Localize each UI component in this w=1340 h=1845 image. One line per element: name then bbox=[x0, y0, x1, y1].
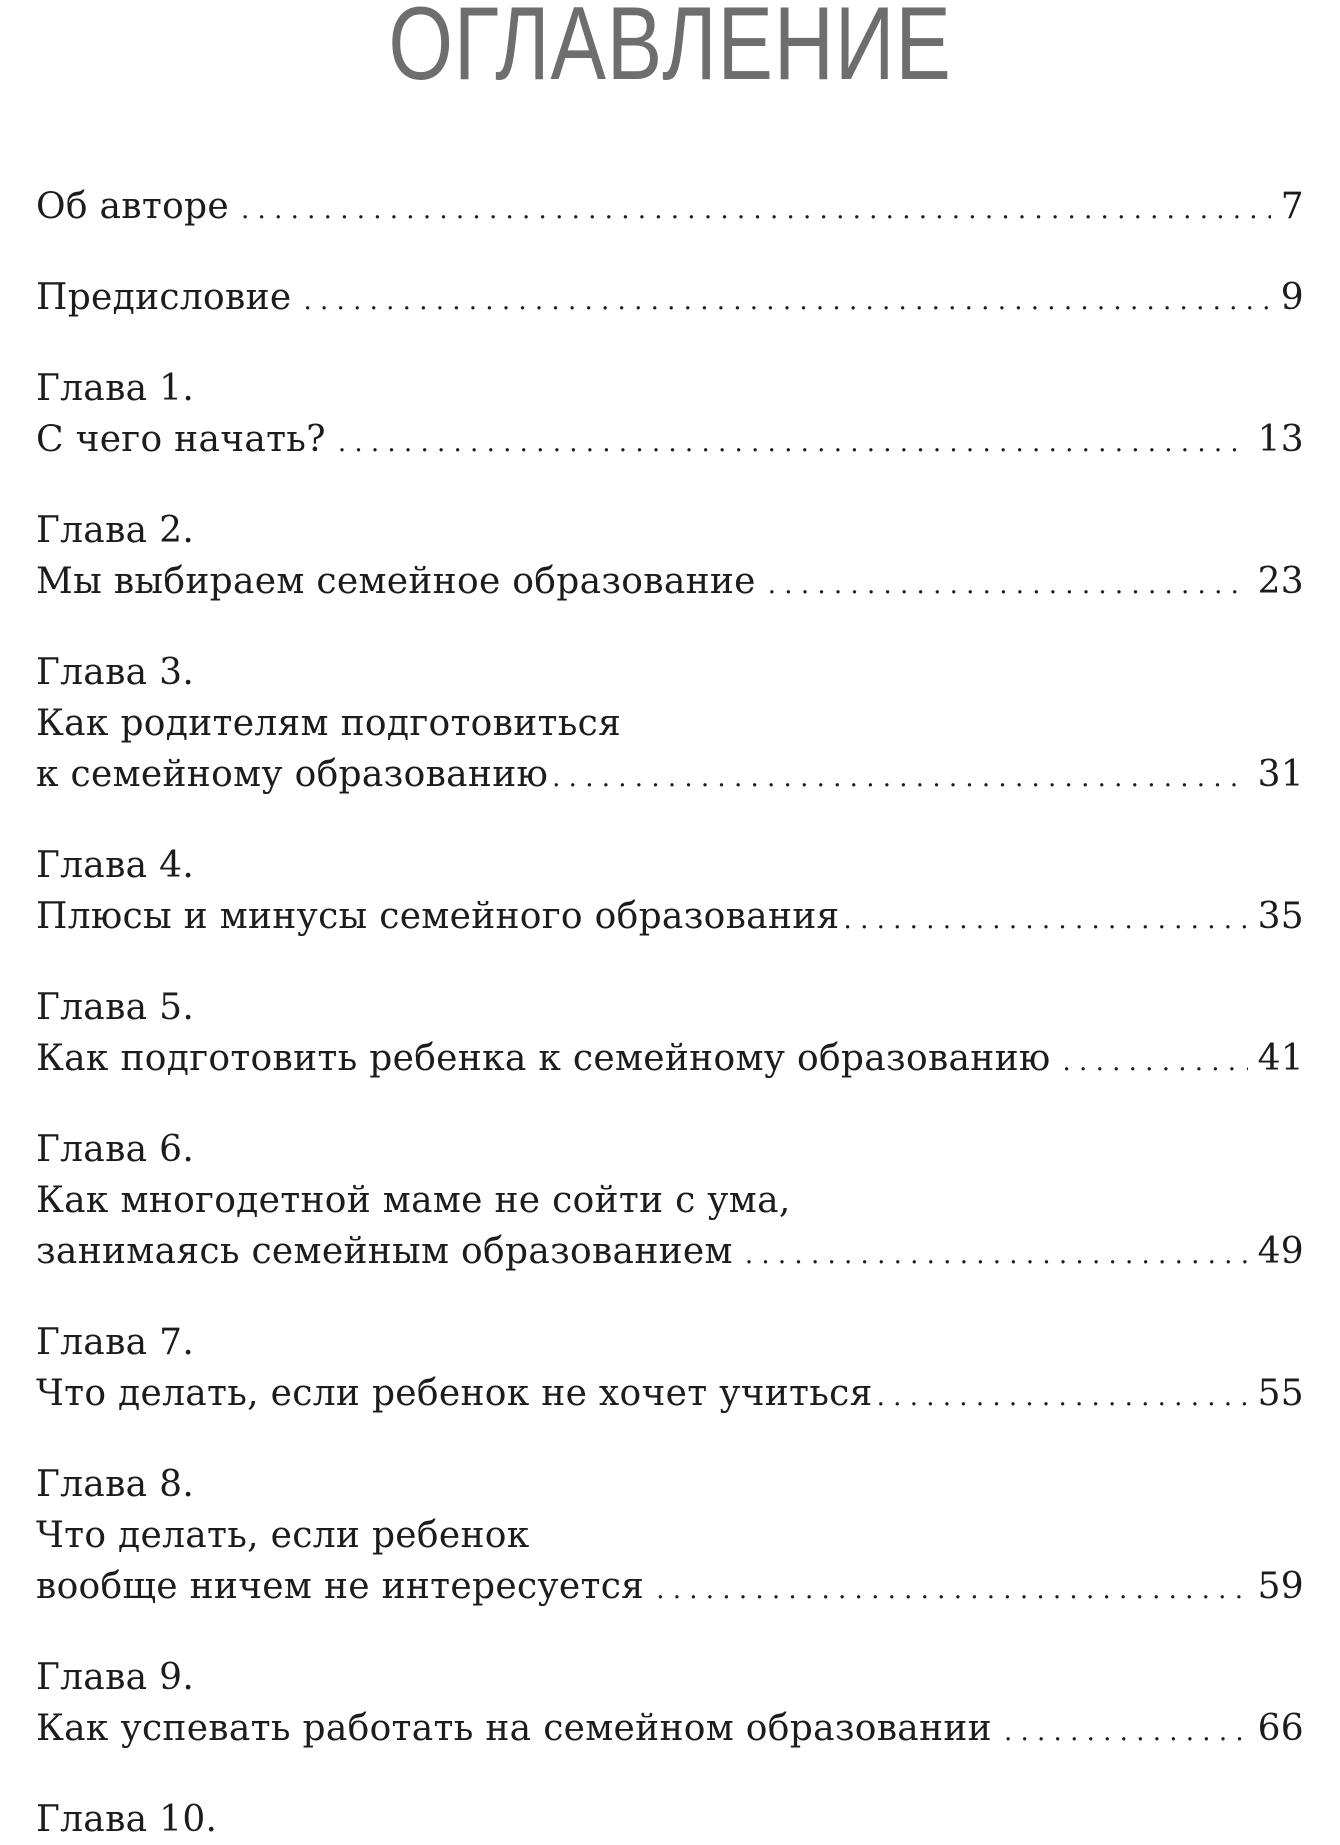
entry-line bbox=[36, 181, 1304, 236]
chapter-label: Глава 7. bbox=[36, 1322, 195, 1363]
entry-line bbox=[36, 1368, 1304, 1423]
dot-leader bbox=[1063, 1037, 1248, 1088]
toc-entry-chapter-10[interactable] bbox=[36, 1794, 1304, 1845]
chapter-label: Глава 1. bbox=[36, 368, 195, 409]
entry-title: вообще ничем не интересуется bbox=[36, 1566, 645, 1607]
entry-line bbox=[36, 1703, 1304, 1758]
entry-title-line: Что делать, если ребенок bbox=[36, 1515, 530, 1556]
dot-leader bbox=[656, 1565, 1247, 1616]
entry-title: занимаясь семейным образованием bbox=[36, 1231, 733, 1272]
page-number: 13 bbox=[1257, 419, 1304, 460]
chapter-label: Глава 3. bbox=[36, 652, 195, 693]
dot-leader bbox=[552, 753, 1247, 804]
entry-title: Как подготовить ребенка к семейному образованию bbox=[36, 1038, 1051, 1079]
chapter-label: Глава 2. bbox=[36, 510, 195, 551]
entry-line bbox=[36, 414, 1304, 469]
entry-title: Что делать, если ребенок не хочет учиться bbox=[36, 1373, 873, 1414]
toc-entry-chapter-5[interactable] bbox=[36, 982, 1304, 1088]
chapter-label: Глава 6. bbox=[36, 1129, 195, 1170]
dot-leader bbox=[241, 185, 1271, 236]
page-number: 31 bbox=[1257, 754, 1304, 795]
entry-line bbox=[36, 1226, 1304, 1281]
dot-leader bbox=[768, 560, 1248, 611]
page-number: 59 bbox=[1257, 1566, 1304, 1607]
page-title: ОГЛАВЛЕНИЕ bbox=[388, 0, 952, 102]
entry-title-line: Как родителям подготовиться bbox=[36, 703, 622, 744]
entry-title: к семейному образованию bbox=[36, 754, 549, 795]
toc-entry-chapter-3[interactable] bbox=[36, 647, 1304, 804]
entry-title: Мы выбираем семейное образование bbox=[36, 561, 756, 602]
chapter-label: Глава 9. bbox=[36, 1657, 195, 1698]
entry-title: Плюсы и минусы семейного образования bbox=[36, 896, 840, 937]
dot-leader bbox=[745, 1230, 1248, 1281]
entry-line bbox=[36, 1033, 1304, 1088]
dot-leader bbox=[338, 418, 1248, 469]
toc-entry-about-author[interactable] bbox=[36, 181, 1304, 236]
chapter-label: Глава 4. bbox=[36, 845, 195, 886]
entry-line bbox=[36, 272, 1304, 327]
toc-entry-chapter-1[interactable] bbox=[36, 363, 1304, 469]
chapter-label: Глава 5. bbox=[36, 987, 195, 1028]
entry-title: Предисловие bbox=[36, 277, 292, 318]
entry-line bbox=[36, 749, 1304, 804]
entry-title: Как успевать работать на семейном образовании bbox=[36, 1708, 992, 1749]
chapter-label: Глава 8. bbox=[36, 1464, 195, 1505]
entry-line bbox=[36, 891, 1304, 946]
page-number: 7 bbox=[1280, 186, 1304, 227]
toc-entry-chapter-9[interactable] bbox=[36, 1652, 1304, 1758]
dot-leader bbox=[877, 1372, 1248, 1423]
entry-title: С чего начать? bbox=[36, 419, 326, 460]
entry-line bbox=[36, 1561, 1304, 1616]
page-number: 9 bbox=[1280, 277, 1304, 318]
page-number: 41 bbox=[1257, 1038, 1304, 1079]
toc-entry-chapter-4[interactable] bbox=[36, 840, 1304, 946]
dot-leader bbox=[844, 895, 1248, 946]
entry-title: Об авторе bbox=[36, 186, 230, 227]
toc-entry-chapter-7[interactable] bbox=[36, 1317, 1304, 1423]
page-number: 49 bbox=[1257, 1231, 1304, 1272]
dot-leader bbox=[303, 276, 1270, 327]
entry-title-line: Как многодетной маме не сойти с ума, bbox=[36, 1180, 791, 1221]
page-number: 55 bbox=[1257, 1373, 1304, 1414]
page-number: 66 bbox=[1257, 1708, 1304, 1749]
chapter-label: Глава 10. bbox=[36, 1799, 218, 1840]
page-number: 23 bbox=[1257, 561, 1304, 602]
entry-line bbox=[36, 556, 1304, 611]
toc-entry-chapter-8[interactable] bbox=[36, 1459, 1304, 1616]
table-of-contents bbox=[36, 181, 1304, 1845]
toc-entry-chapter-6[interactable] bbox=[36, 1124, 1304, 1281]
dot-leader bbox=[1004, 1707, 1248, 1758]
toc-entry-chapter-2[interactable] bbox=[36, 505, 1304, 611]
toc-entry-preface[interactable] bbox=[36, 272, 1304, 327]
page-number: 35 bbox=[1257, 896, 1304, 937]
